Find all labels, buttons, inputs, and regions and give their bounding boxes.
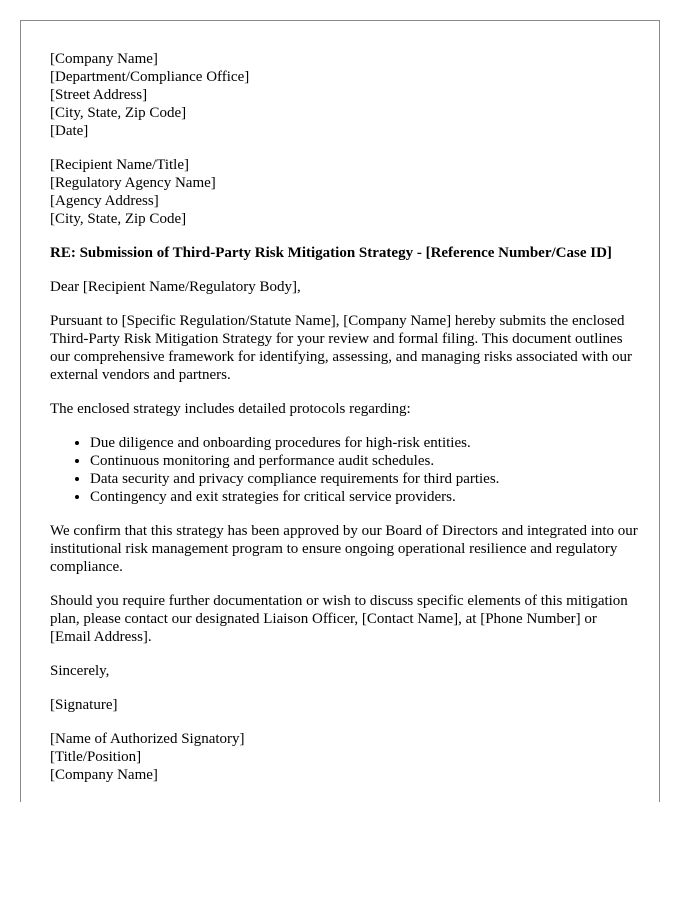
- sender-address-block: [50, 50, 640, 140]
- paragraph-confirmation: We confirm that this strategy has been approved by our Board of Directors and integrated into our institutional risk management program to ensure ongoing operational resilience and regulatory compliance.: [50, 523, 638, 575]
- list-item: • Continuous monitoring and performance audit schedules.: [90, 452, 640, 470]
- paragraph-contact: Should you require further documentation or wish to discuss specific elements of this mitigation plan, please contact our designated Liaison Officer, [Contact Name], at [Phone Number] or [Email Address].: [50, 593, 628, 645]
- sender-company-name: [Company Name]: [50, 51, 158, 67]
- signatory-block: [50, 730, 640, 784]
- closing: Sincerely,: [50, 663, 110, 679]
- protocols-list: [50, 434, 640, 506]
- list-item: • Contingency and exit strategies for critical service providers.: [90, 488, 640, 506]
- sender-department: [Department/Compliance Office]: [50, 69, 250, 85]
- paragraph-intro: Pursuant to [Specific Regulation/Statute Name], [Company Name] hereby submits the enclosed Third-Party Risk Mitigation Strategy for your review and formal filing. This document outlines our comprehensive framework for identifying, assessing, and managing risks associated with our external vendors and partners.: [50, 313, 632, 383]
- sender-city-state-zip: [City, State, Zip Code]: [50, 105, 187, 121]
- paragraph-protocols-intro: The enclosed strategy includes detailed protocols regarding:: [50, 401, 411, 417]
- list-item: • Due diligence and onboarding procedures for high-risk entities.: [90, 434, 640, 452]
- recipient-agency-name: [Regulatory Agency Name]: [50, 175, 216, 191]
- subject-line: RE: Submission of Third-Party Risk Mitigation Strategy - [Reference Number/Case ID]: [50, 245, 612, 261]
- recipient-name-title: [Recipient Name/Title]: [50, 157, 189, 173]
- signature-placeholder: [Signature]: [50, 697, 118, 713]
- signatory-title: [Title/Position]: [50, 749, 142, 765]
- sender-street: [Street Address]: [50, 87, 148, 103]
- letter-content: [50, 50, 640, 784]
- salutation: Dear [Recipient Name/Regulatory Body],: [50, 279, 301, 295]
- letter-date: [Date]: [50, 123, 89, 139]
- recipient-city-state-zip: [City, State, Zip Code]: [50, 211, 187, 227]
- letter-page: [20, 20, 660, 802]
- signatory-company: [Company Name]: [50, 767, 158, 783]
- recipient-agency-address: [Agency Address]: [50, 193, 159, 209]
- list-item: • Data security and privacy compliance requirements for third parties.: [90, 470, 640, 488]
- signatory-name: [Name of Authorized Signatory]: [50, 731, 245, 747]
- recipient-address-block: [50, 156, 640, 228]
